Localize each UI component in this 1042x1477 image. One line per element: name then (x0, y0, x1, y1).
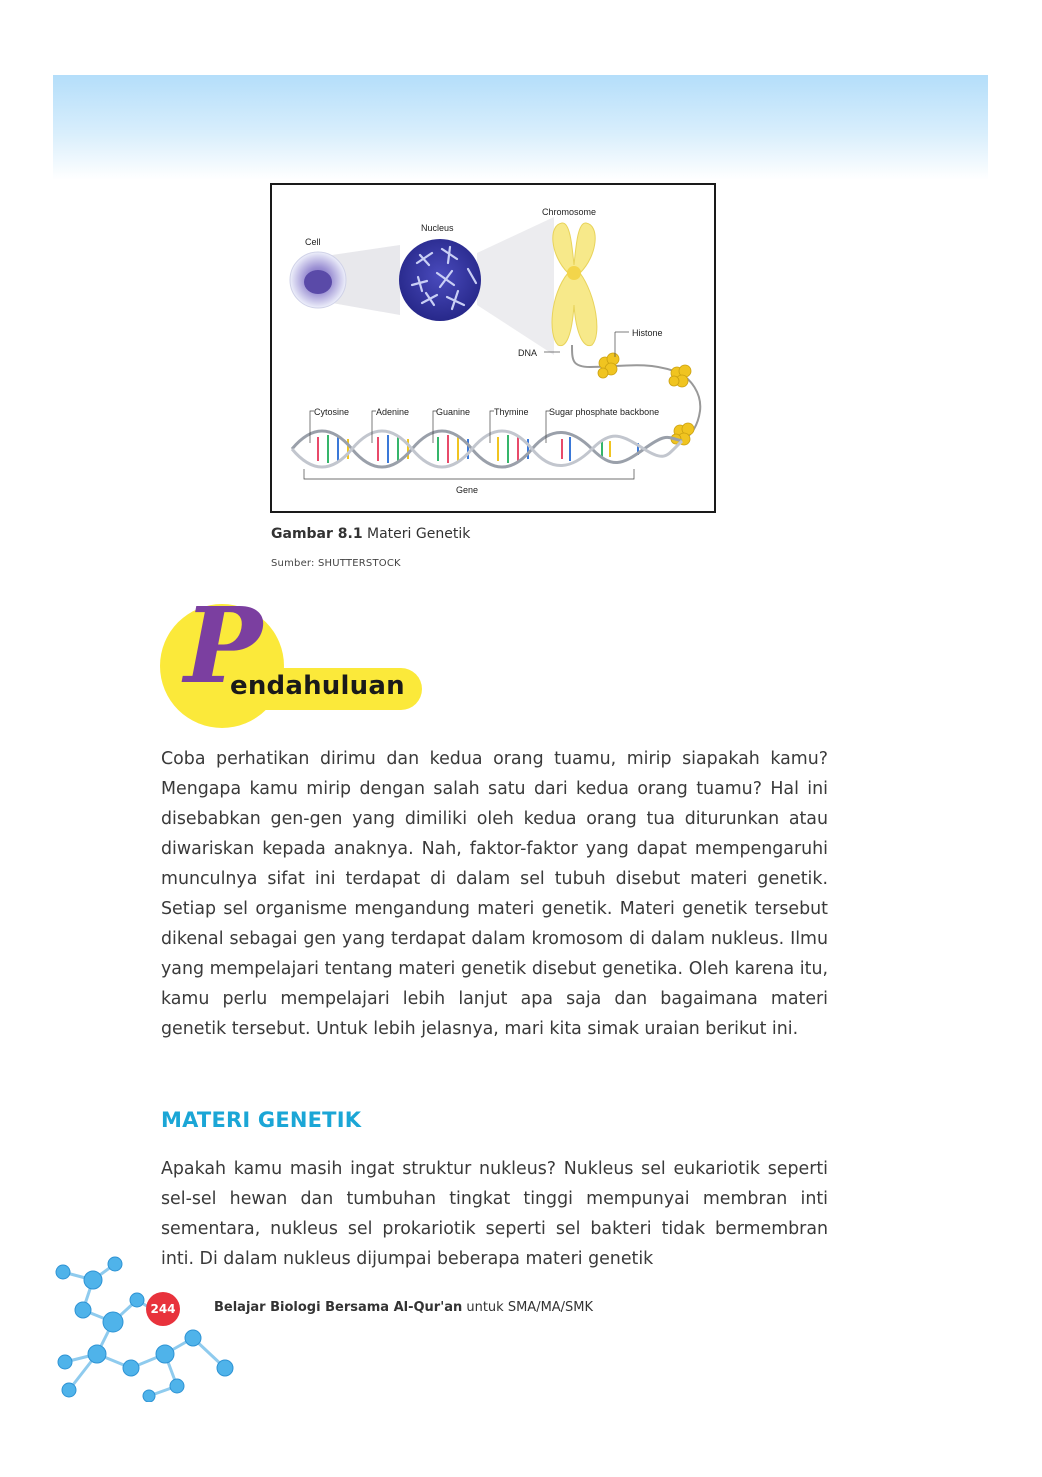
label-cell: Cell (305, 237, 321, 247)
chromosome-drawing (552, 223, 597, 346)
section-title: MATERI GENETIK (161, 1108, 362, 1132)
page-number-badge: 244 (146, 1292, 180, 1326)
label-chromosome: Chromosome (542, 207, 597, 217)
label-thymine: Thymine (494, 407, 529, 417)
dna-diagram (272, 185, 718, 515)
molecule-decoration (53, 1250, 243, 1402)
figure-caption (271, 526, 470, 542)
label-dna: DNA (518, 348, 538, 358)
figure-materi-genetik (270, 183, 716, 513)
figure-source: Sumber: SHUTTERSTOCK (271, 558, 401, 569)
label-guanine: Guanine (436, 407, 471, 417)
heading-text: endahuluan (230, 671, 405, 701)
label-sugar-phosphate-backbone: Sugar phosphate backbone (549, 407, 660, 417)
label-cytosine: Cytosine (314, 407, 350, 417)
nucleus-drawing (399, 239, 481, 321)
zoom-cone-2 (477, 217, 554, 355)
label-histone: Histone (632, 328, 663, 338)
label-gene: Gene (456, 485, 479, 495)
label-adenine: Adenine (376, 407, 410, 417)
heading-initial-letter: P (184, 584, 263, 707)
header-band (53, 75, 988, 180)
footer-title-bold: Belajar Biologi Bersama Al-Qur'an (214, 1300, 463, 1315)
footer-title-suffix: untuk SMA/MA/SMK (462, 1300, 594, 1315)
histone-cluster (598, 353, 694, 445)
double-helix (292, 431, 682, 467)
caption-title: Materi Genetik (362, 526, 471, 542)
cell-nucleus-drawing (304, 270, 332, 294)
section-heading-pendahuluan (158, 584, 428, 730)
footer-book-title (214, 1300, 593, 1315)
intro-paragraph: Coba perhatikan dirimu dan kedua orang tuamu, mirip siapakah kamu? Mengapa kamu mirip dengan salah satu dari kedua orang tuamu? Hal ini disebabkan gen-gen yang dimiliki oleh kedua orang tua diturunkan atau diwariskan kepada anaknya. Nah, faktor-faktor yang dapat mempengaruhi munculnya sifat ini terdapat di dalam sel tubuh disebut materi genetik. Setiap sel organisme mengandung materi genetik. Materi genetik tersebut dikenal sebagai gen yang terdapat dalam kromosom di dalam nukleus. Ilmu yang mempelajari tentang materi genetik disebut genetika. Oleh karena itu, kamu perlu mempelajari lebih lanjut apa saja dan bagaimana materi genetik tersebut. Untuk lebih jelasnya, mari kita simak uraian berikut ini. (161, 749, 828, 1039)
section-paragraph: Apakah kamu masih ingat struktur nukleus? Nukleus sel eukariotik seperti sel-sel hewan dan tumbuhan tingkat tinggi mempunyai membran inti sementara, nukleus sel prokariotik seperti sel bakteri tidak bermembran inti. Di dalam nukleus dijumpai beberapa materi genetik (161, 1159, 828, 1269)
label-nucleus: Nucleus (421, 223, 454, 233)
caption-label: Gambar 8.1 (271, 526, 363, 542)
